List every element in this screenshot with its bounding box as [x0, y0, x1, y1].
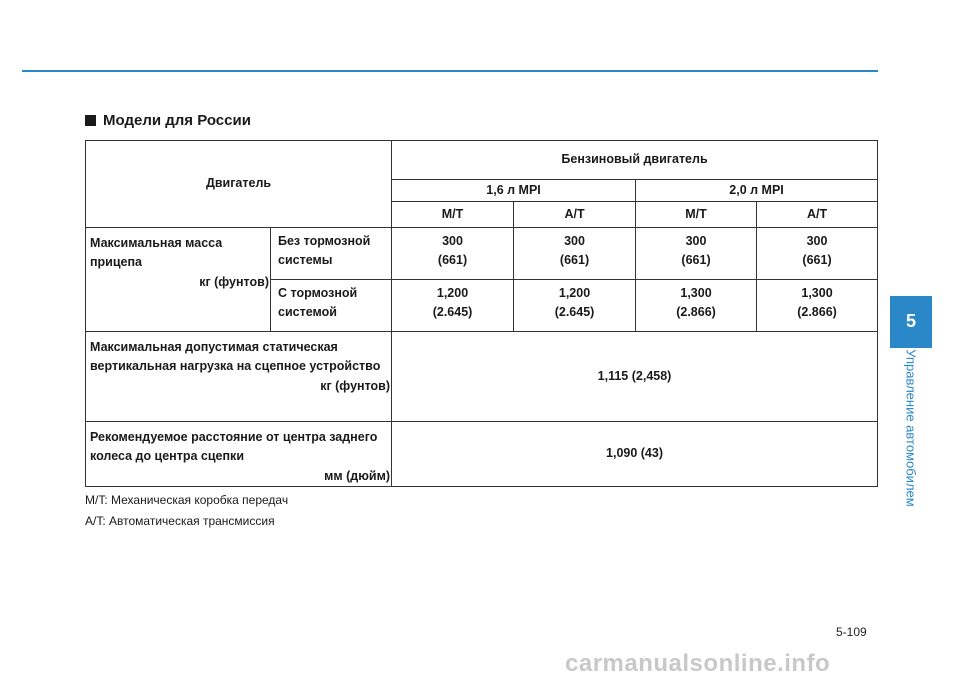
- distance-unit: мм (дюйм): [324, 468, 391, 483]
- watermark: carmanualsonline.info: [565, 650, 831, 677]
- transmission-header: M/T: [636, 202, 757, 228]
- vertical-load-unit: кг (фунтов): [320, 378, 391, 393]
- square-bullet-icon: [85, 115, 96, 126]
- distance-value: 1,090 (43): [392, 422, 878, 487]
- unbraked-label: Без тормозной системы: [271, 228, 392, 280]
- table-cell: 300 (661): [392, 228, 514, 280]
- table-cell: 300 (661): [636, 228, 757, 280]
- transmission-header: M/T: [392, 202, 514, 228]
- transmission-header: A/T: [514, 202, 636, 228]
- table-cell: 1,300 (2.866): [757, 280, 878, 332]
- chapter-title: Управление автомобилем: [903, 349, 919, 507]
- engine-2-header: 2,0 л MPI: [636, 180, 878, 202]
- footnotes: [85, 493, 288, 535]
- page-number: 5-109: [836, 625, 867, 639]
- engine-header: Двигатель: [86, 141, 392, 228]
- trailer-mass-label: [86, 228, 271, 332]
- table-cell: 300 (661): [514, 228, 636, 280]
- chapter-tab-rule: [890, 346, 932, 348]
- towing-spec-table: [85, 140, 878, 487]
- vertical-load-title: Максимальная допустимая статическая вертикальная нагрузка на сцепное устройство: [90, 340, 381, 374]
- table-cell: 1,200 (2.645): [392, 280, 514, 332]
- footnote-mt: M/T: Механическая коробка передач: [85, 493, 289, 507]
- engine-1-header: 1,6 л MPI: [392, 180, 636, 202]
- section-heading: [85, 112, 251, 129]
- section-title: Модели для России: [103, 112, 251, 129]
- footnote-at: A/T: Автоматическая трансмиссия: [85, 514, 275, 528]
- distance-title: Рекомендуемое расстояние от центра заднего колеса до центра сцепки: [90, 430, 378, 464]
- distance-label: [86, 422, 392, 487]
- vertical-load-value: 1,115 (2,458): [392, 332, 878, 422]
- top-rule: [22, 70, 878, 72]
- vertical-load-label: [86, 332, 392, 422]
- table-cell: 1,300 (2.866): [636, 280, 757, 332]
- table-cell: 300 (661): [757, 228, 878, 280]
- trailer-mass-unit: кг (фунтов): [199, 274, 269, 289]
- fuel-type-header: Бензиновый двигатель: [392, 141, 878, 180]
- trailer-mass-title: Максимальная масса прицепа: [90, 236, 223, 270]
- transmission-header: A/T: [757, 202, 878, 228]
- table-cell: 1,200 (2.645): [514, 280, 636, 332]
- braked-label: С тормозной системой: [271, 280, 392, 332]
- chapter-tab[interactable]: 5: [890, 296, 932, 346]
